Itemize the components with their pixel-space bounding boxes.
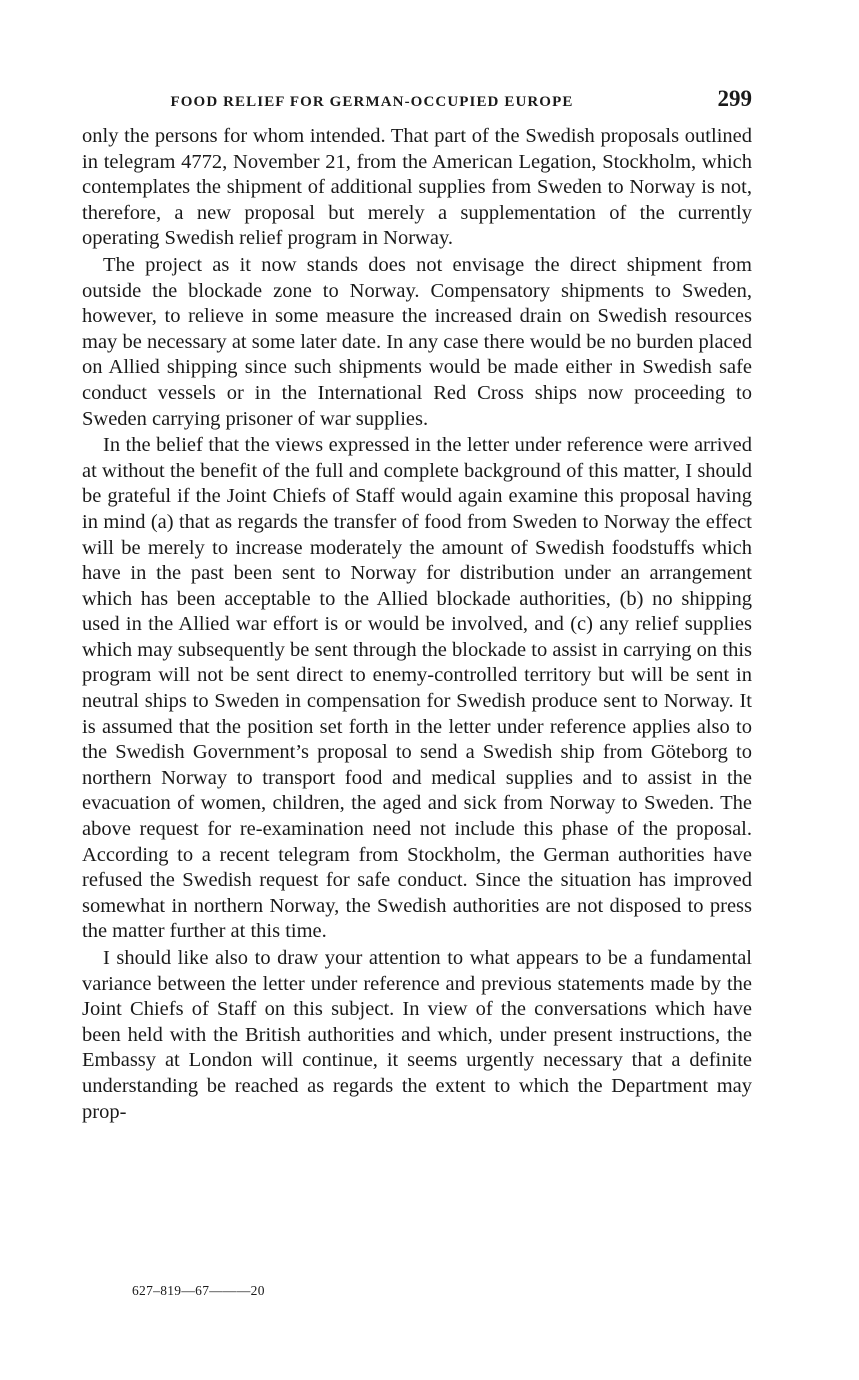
paragraph-blockade-project: The project as it now stands does not envisage the direct shipment from outside the blockade zone to Norway. Compensatory shipments to Sweden, however, to relieve in some measure the increased drain on Swedish resources may be necessary at some later date. In any case there would be no burden placed on Allied shipping since such shipments would be made either in Swedish safe conduct vessels or in the International Red Cross ships now proceeding to Sweden carrying prisoner of war supplies. <box>82 253 752 430</box>
page-number: 299 <box>717 86 752 111</box>
paragraph-continued: only the persons for whom intended. That part of the Swedish proposals outlined in telegram 4772, November 21, from the American Legation, Stockholm, which contemplates the shipment of additional supplies from Sweden to Norway is not, therefore, a new proposal but merely a supplementation of the currently operating Swedish relief program in Norway. <box>82 125 752 250</box>
running-head-title: FOOD RELIEF FOR GERMAN-OCCUPIED EUROPE <box>170 94 574 110</box>
running-header <box>82 84 752 124</box>
printer-footer-code: 627–819—67———20 <box>132 1283 265 1298</box>
body-text <box>82 124 752 1125</box>
document-page <box>82 84 752 1125</box>
paragraph-reexamination-request: In the belief that the views expressed in the letter under reference were arrived at without the benefit of the full and complete background of this matter, I should be grateful if the Joint Chiefs of Staff would again examine this proposal having in mind (a) that as regards the transfer of food from Sweden to Norway the effect will be merely to increase moderately the amount of Swedish foodstuffs which have in the past been sent to Norway for distribution under an arrangement which has been acceptable to the Allied blockade authorities, (b) no shipping used in the Allied war effort is or would be involved, and (c) any relief supplies which may subsequently be sent through the blockade to assist in carrying on this program will not be sent direct to enemy-controlled territory but will be sent in neutral ships to Sweden in compensation for Swedish produce sent to Norway. It is assumed that the position set forth in the letter under reference applies also to the Swedish Government’s proposal to send a Swedish ship from Göteborg to northern Norway to transport food and medical supplies and to assist in the evacuation of women, children, the aged and sick from Norway to Sweden. The above request for re-examination need not include this phase of the proposal. According to a recent telegram from Stockholm, the German authorities have refused the Swedish request for safe conduct. Since the situation has improved somewhat in northern Norway, the Swedish authorities are not disposed to press the matter further at this time. <box>82 434 752 943</box>
paragraph-fundamental-variance: I should like also to draw your attention to what appears to be a fundamental variance between the letter under reference and previous statements made by the Joint Chiefs of Staff on this subject. In view of the conversations which have been held with the British authorities and which, under present instructions, the Embassy at London will continue, it seems urgently necessary that a definite understanding be reached as regards the extent to which the Department may prop- <box>82 947 752 1123</box>
